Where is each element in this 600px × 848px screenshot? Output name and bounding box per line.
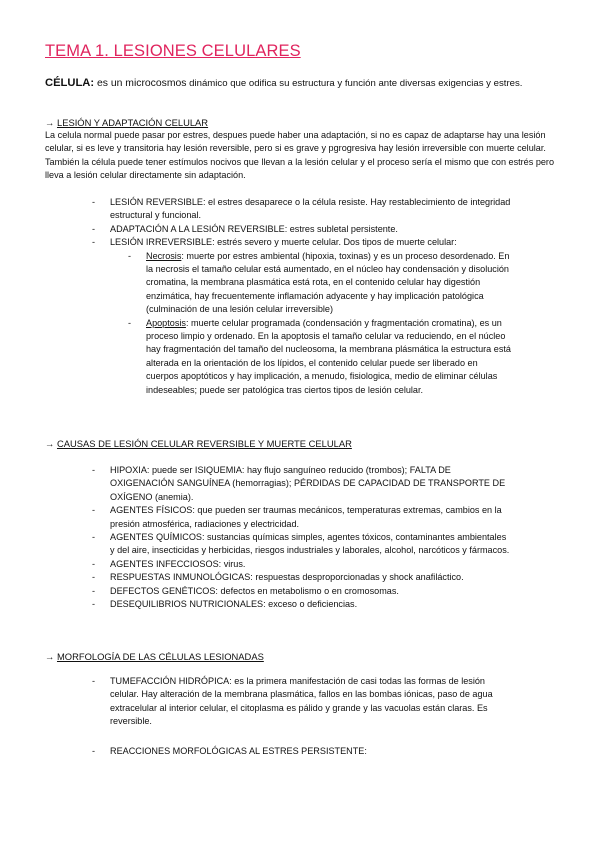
sublist-item-apoptosis bbox=[128, 317, 512, 397]
list-item: - AGENTES QUÍMICOS: sustancias químicas simples, agentes tóxicos, contaminantes ambientales y del aire, insecticidas y herbicidas, riesgos industriales y laborales, alcohol, narcóticos y fármacos. bbox=[92, 531, 512, 558]
arrow-icon: → bbox=[45, 117, 55, 128]
list-item: - RESPUESTAS INMUNOLÓGICAS: respuestas desproporcionadas y shock anafiláctico. bbox=[92, 571, 512, 584]
list-item: - AGENTES FÍSICOS: que pueden ser traumas mecánicos, temperaturas extremas, cambios en la presión atmosférica, radiaciones y electricidad. bbox=[92, 504, 512, 531]
section-heading-text: MORFOLOGÍA DE LAS CÉLULAS LESIONADAS bbox=[56, 651, 264, 662]
list-item: - ADAPTACIÓN A LA LESIÓN REVERSIBLE: estres subletal persistente. bbox=[92, 223, 512, 236]
apoptosis-term: Apoptosis bbox=[146, 317, 186, 328]
list-item: - LESIÓN REVERSIBLE: el estres desaparece o la célula resiste. Hay restablecimiento de integridad estructural y funcional. bbox=[92, 196, 512, 223]
list-item: - HIPOXIA: puede ser ISIQUEMIA: hay flujo sanguíneo reducido (trombos); FALTA DE OXIGENACIÓN SANGUÍNEA (hemorragias); PÉRDIDAS DE CAPACIDAD DE TRANSPORTE DE OXÍGENO (anemia). bbox=[92, 464, 512, 504]
list-item: - REACCIONES MORFOLÓGICAS AL ESTRES PERSISTENTE: bbox=[92, 745, 512, 758]
list-item: - AGENTES INFECCIOSOS: virus. bbox=[92, 558, 512, 571]
list-item-text: LESIÓN IRREVERSIBLE: estrés severo y muerte celular. Dos tipos de muerte celular: bbox=[110, 237, 457, 248]
section-heading-lesion-adaptacion bbox=[45, 116, 208, 129]
intro-text: dinámico que odifica su estructura y función ante diversas exigencias y estres. bbox=[186, 78, 523, 89]
list-item: - DEFECTOS GENÉTICOS: defectos en metabolismo o en cromosomas. bbox=[92, 585, 512, 598]
intro-paragraph bbox=[45, 76, 565, 91]
muerte-celular-sublist bbox=[110, 250, 512, 397]
intro-lead: es un microcosmos bbox=[94, 78, 187, 89]
arrow-icon: → bbox=[45, 438, 55, 449]
section-heading-causas bbox=[45, 437, 352, 450]
arrow-icon: → bbox=[45, 651, 55, 662]
necrosis-text: : muerte por estres ambiental (hipoxia, toxinas) y es un proceso desordenado. En la necrosis el tamaño celular está aumentado, en el núcleo hay condensación y disolución cromatina, la membrana plasmática está rota, en el contenido celular hay digestión enzimática, hay frecuentemente inflamación adyacente y hay implicación patológica (culminación de una lesión celular irreversible) bbox=[146, 250, 510, 315]
section-3-list bbox=[92, 675, 512, 758]
section-1-list bbox=[92, 196, 512, 397]
list-item: - DESEQUILIBRIOS NUTRICIONALES: exceso o deficiencias. bbox=[92, 598, 512, 611]
section-heading-morfologia bbox=[45, 650, 264, 663]
section-2-list bbox=[92, 464, 512, 611]
page-title: TEMA 1. LESIONES CELULARES bbox=[45, 42, 301, 60]
section-1-paragraph: La celula normal puede pasar por estres, despues puede haber una adaptación, si no es capaz de adaptarse hay una lesión celular, si es leve y transitoria hay lesión reversible, pero si es grave y pgrogresiva hay lesión irreversible con muerte celular. También la célula puede tener estímulos nocivos que llevan a la lesión celular y el proceso sería el mismo que con estrés pero lleva a lesión celular directamente sin adaptación. bbox=[45, 130, 555, 181]
section-heading-text: CAUSAS DE LESIÓN CELULAR REVERSIBLE Y MUERTE CELULAR bbox=[56, 438, 352, 449]
necrosis-term: Necrosis bbox=[146, 250, 182, 261]
section-heading-text: LESIÓN Y ADAPTACIÓN CELULAR bbox=[56, 117, 209, 128]
sublist-item-necrosis bbox=[128, 250, 512, 317]
apoptosis-text: : muerte celular programada (condensación y fragmentación cromatina), es un proceso limpio y ordenado. En la apoptosis el tamaño celular va reduciendo, en el núcleo hay fragmentación del tamaño del nucleosoma, la membrana plásmática la estructura está alterada en la orientación de los lípidos, el contenido celular puede ser liberado en cuerpos apoptóticos y hay implicación, a menudo, fisiologica, medio de eliminar células indeseables; puede ser patológica tras ciertos tipos de lesión celular. bbox=[146, 317, 511, 395]
list-item bbox=[92, 236, 512, 397]
intro-term: CÉLULA: bbox=[45, 77, 95, 89]
list-item: - TUMEFACCIÓN HIDRÓPICA: es la primera manifestación de casi todas las formas de lesión celular. Hay alteración de la membrana plasmática, fallos en las bombas iónicas, paso de agua extracelular al interior celular, el citoplasma es pálido y grande y las vacuolas están claras. Es reversible. bbox=[92, 675, 512, 729]
